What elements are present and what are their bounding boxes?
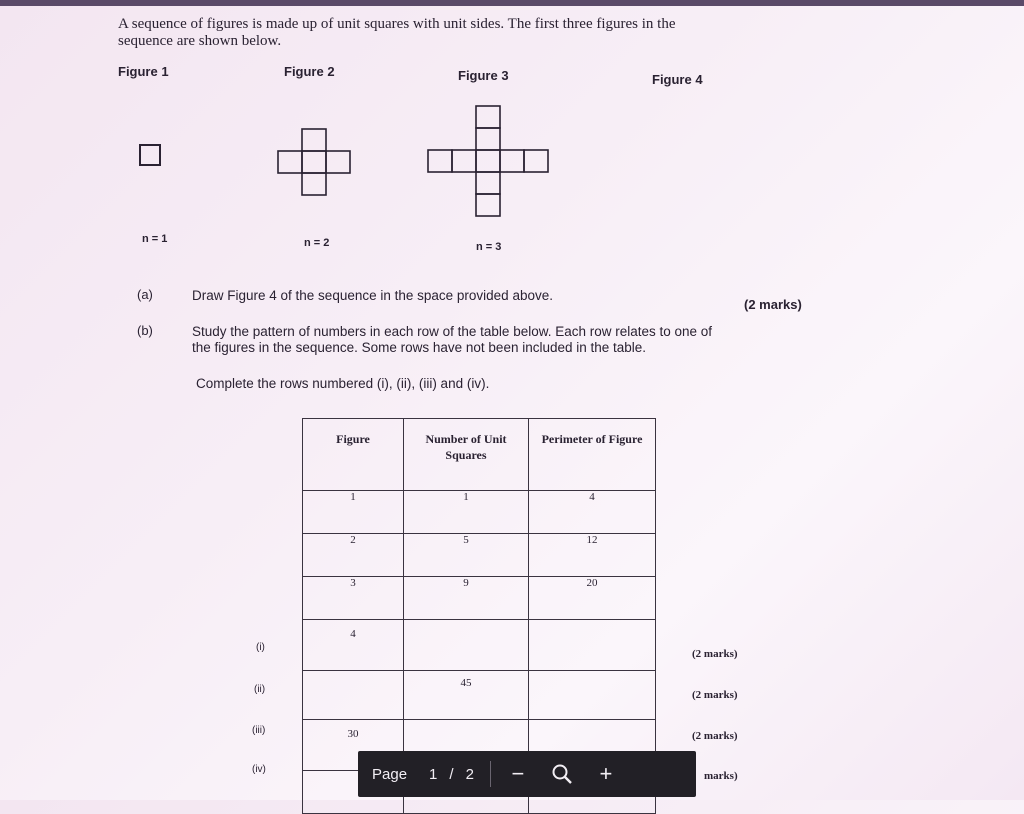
figure-1-label: Figure 1 (118, 64, 169, 79)
zoom-in-button[interactable]: + (599, 761, 613, 786)
row-tag-iv: (iv) (252, 764, 266, 775)
header-perimeter: Perimeter of Figure (529, 419, 656, 491)
intro-line-1: A sequence of figures is made up of unit squares with unit sides. The first three figures in the (118, 16, 676, 32)
cell-figure: 30 (303, 720, 404, 771)
row-i-marks: (2 marks) (692, 648, 738, 660)
row-tag-ii: (ii) (254, 684, 266, 695)
cell-squares: 5 (404, 534, 529, 577)
table-row (303, 577, 656, 620)
part-a-tag: (a) (137, 287, 153, 302)
figure-1-drawing (138, 143, 164, 169)
part-a-marks: (2 marks) (744, 297, 802, 312)
zoom-reset-button[interactable] (545, 763, 579, 785)
part-b-line-1: Study the pattern of numbers in each row of the table below. Each row relates to one of (192, 324, 713, 339)
part-b-instruction: Complete the rows numbered (i), (ii), (iii) and (iv). (196, 376, 490, 391)
row-tag-i: (i) (256, 642, 265, 653)
table-row (303, 534, 656, 577)
figure-4-label: Figure 4 (652, 72, 703, 87)
current-page[interactable]: 1 (429, 765, 438, 783)
page-label: Page (372, 765, 408, 783)
n-label-3: n = 3 (476, 241, 502, 253)
total-pages: 2 (465, 765, 474, 783)
cell-perimeter[interactable] (529, 620, 656, 671)
figure-2-drawing (276, 127, 356, 197)
divider (490, 761, 491, 787)
cell-figure[interactable] (303, 671, 404, 720)
cell-figure: 4 (303, 620, 404, 671)
table-row-ii (303, 671, 656, 720)
cell-squares: 1 (404, 491, 529, 534)
table-row-i (303, 620, 656, 671)
part-b-tag: (b) (137, 323, 153, 338)
part-b-text (192, 324, 832, 356)
cell-perimeter: 12 (529, 534, 656, 577)
n-label-2: n = 2 (304, 237, 330, 249)
header-unit-squares: Number of Unit Squares (404, 419, 529, 491)
figure-2-label: Figure 2 (284, 64, 335, 79)
cell-perimeter: 4 (529, 491, 656, 534)
cell-perimeter: 20 (529, 577, 656, 620)
figure-3-drawing (424, 104, 552, 220)
cell-squares: 9 (404, 577, 529, 620)
figure-3-label: Figure 3 (458, 68, 509, 83)
cell-squares: 45 (404, 671, 529, 720)
intro-line-2: sequence are shown below. (118, 33, 282, 49)
row-iv-marks: marks) (704, 770, 738, 782)
part-b-line-2: the figures in the sequence. Some rows have not been included in the table. (192, 340, 647, 355)
top-bar (0, 0, 1024, 6)
page-navigator (358, 751, 696, 797)
row-iii-marks: (2 marks) (692, 730, 738, 742)
cell-figure: 2 (303, 534, 404, 577)
zoom-out-button[interactable]: − (511, 761, 525, 786)
table-header-row (303, 419, 656, 491)
cell-figure: 1 (303, 491, 404, 534)
cell-perimeter[interactable] (529, 671, 656, 720)
intro-text (118, 16, 858, 50)
row-ii-marks: (2 marks) (692, 689, 738, 701)
n-label-1: n = 1 (142, 233, 168, 245)
header-figure: Figure (303, 419, 404, 491)
table-row (303, 491, 656, 534)
page-separator: / (449, 765, 454, 783)
row-tag-iii: (iii) (252, 725, 266, 736)
cell-squares[interactable] (404, 620, 529, 671)
part-a-text: Draw Figure 4 of the sequence in the space provided above. (192, 288, 553, 303)
magnifier-icon (551, 763, 573, 785)
cell-figure: 3 (303, 577, 404, 620)
